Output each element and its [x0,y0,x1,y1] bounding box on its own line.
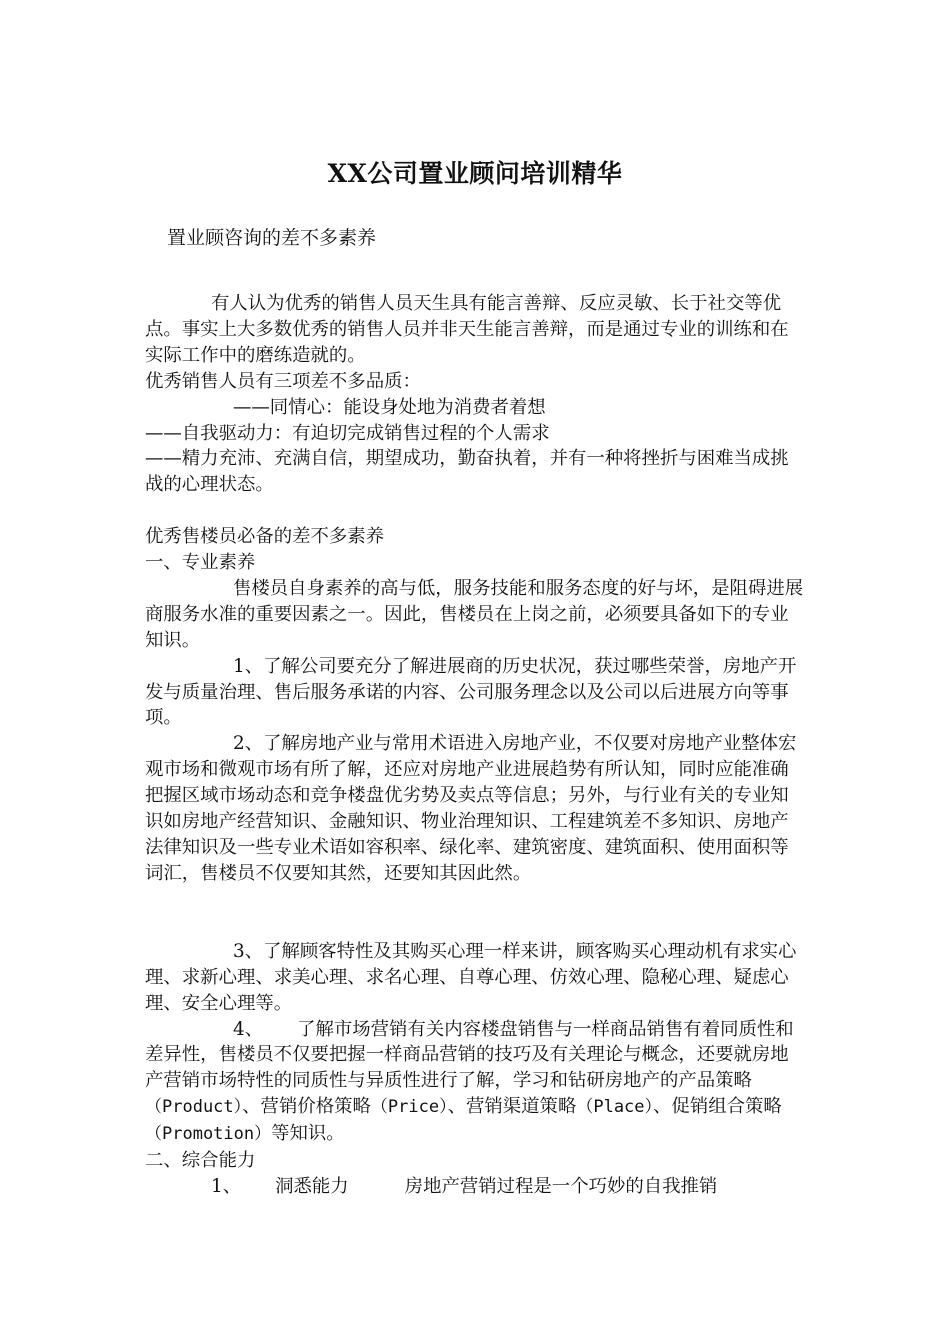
paragraph-qualities-heading: 优秀销售人员有三项差不多品质： [145,370,421,392]
paragraph-intro: 有人认为优秀的销售人员天生具有能言善辩、反应灵敏、长于社交等优点。事实上大多数优秀的销售人员并非天生能言善辩，而是通过专业的训练和在实际工作中的磨练造就的。 [145,293,789,366]
ability-1-heading: 洞悉能力 [275,1175,349,1197]
item-4-number: 4、 [233,1018,264,1040]
term-promotion: （Promotion） [145,1124,272,1145]
section-heading-comprehensive: 二、综合能力 [145,1150,256,1172]
document-subtitle: 置业顾咨询的差不多素养 [167,227,377,249]
item-4-text-c: 、营销渠道策略 [447,1096,577,1118]
paragraph-professional-intro: 售楼员自身素养的高与低，服务技能和服务态度的好与坏，是阻碍进展商服务水准的重要因素之一。因此，售楼员在上岗之前，必须要具备如下的专业知识。 [145,577,804,651]
paragraph-item-1: 1、了解公司要充分了解进展商的历史状况，获过哪些荣誉，房地产开发与质量治理、售后服务承诺的内容、公司服务理念以及公司以后进展方向等事项。 [145,655,797,729]
term-place: （Place） [576,1097,654,1118]
paragraph-quality-drive: ——自我驱动力：有迫切完成销售过程的个人需求 [145,422,550,444]
spacer [145,887,805,939]
item-4-text: 了解市场营销有关内容楼盘销售与一样商品销售有着同质性和差异性，售楼员不仅要把握一样商品营销的技巧及有关理论与概念，还要就房地产营销市场特性的同质性与异质性进行了解，学习和钻研房地产的产品策略 [145,1018,794,1092]
section-heading-essentials: 优秀售楼员必备的差不多素养 [145,526,385,548]
ability-1-number: 1、 [211,1175,242,1197]
paragraph-item-2: 2、了解房地产业与常用术语进入房地产业，不仅要对房地产业整体宏观市场和微观市场有所了解，还应对房地产业进展趋势有所认知，同时应能准确把握区域市场动态和竞争楼盘优劣势及卖点等信息；另外，与行业有关的专业知识如房地产经营知识、金融知识、物业治理知识、工程建筑差不多知识、房地产法律知识及一些专业术语如容积率、绿化率、建筑密度、建筑面积、使用面积等词汇，售楼员不仅要知其然，还要知其因此然。 [145,733,797,884]
term-product: （Product） [145,1097,243,1118]
paragraph-item-3: 3、了解顾客特性及其购买心理一样来讲，顾客购买心理动机有求实心理、求新心理、求美心理、求名心理、自尊心理、仿效心理、隐秘心理、疑虑心理、安全心理等。 [145,940,797,1014]
item-4-text-b: 、营销价格策略 [242,1096,371,1118]
document-body [145,291,805,1200]
paragraph-quality-energy: ——精力充沛、充满自信，期望成功，勤奋执着，并有一种将挫折与困难当成挑战的心理状态。 [145,448,789,496]
paragraph-ability-1 [145,1174,805,1200]
document-title: XX公司置业顾问培训精华 [327,159,623,188]
item-4-text-end: 等知识。 [271,1123,345,1145]
term-price: （Price） [370,1097,448,1118]
paragraph-quality-empathy: ——同情心：能设身处地为消费者着想 [233,396,546,418]
ability-1-text: 房地产营销过程是一个巧妙的自我推销 [404,1175,718,1197]
spacer [145,498,805,524]
section-heading-professional: 一、专业素养 [145,552,256,574]
paragraph-item-4 [145,1017,805,1149]
item-4-text-d: 、促销组合策略 [653,1096,782,1118]
